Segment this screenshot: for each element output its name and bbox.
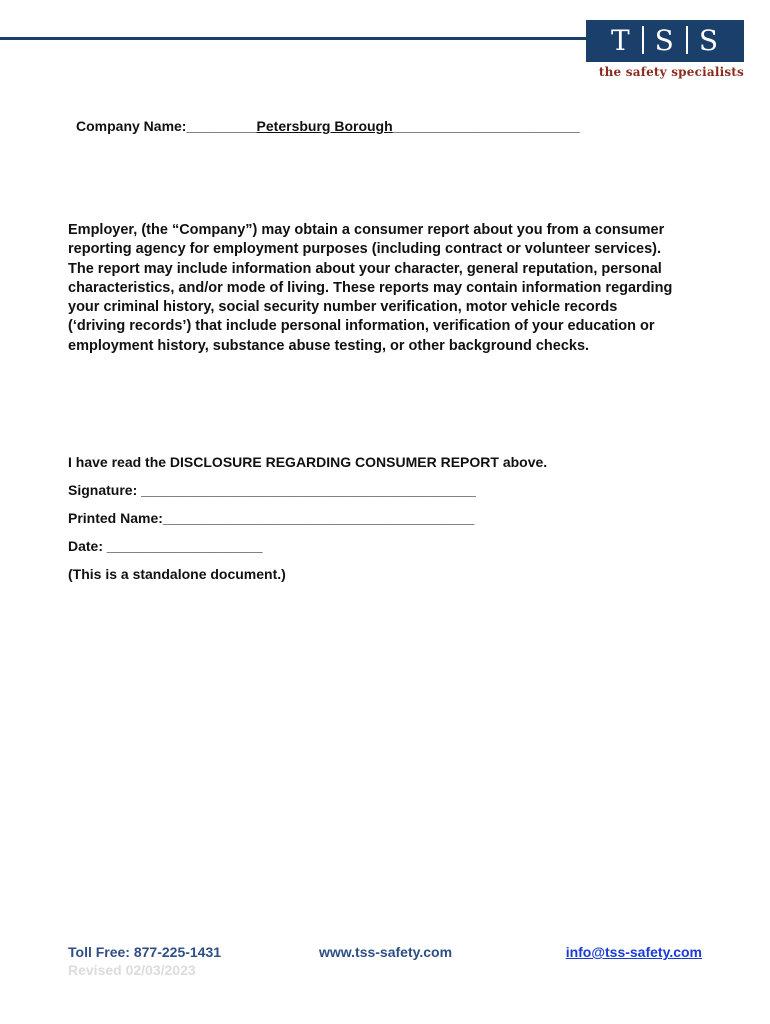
company-name-label: Company Name:_________ [76, 118, 257, 134]
website-text: www.tss-safety.com [319, 944, 453, 960]
logo-tagline: the safety specialists [598, 65, 744, 79]
logo-letter-3: S [698, 24, 720, 57]
email-link[interactable]: info@tss-safety.com [565, 944, 702, 960]
logo-box [586, 20, 744, 62]
revised-date: Revised 02/03/2023 [68, 962, 196, 978]
logo-divider [642, 26, 644, 54]
company-name-trailing: ________________________ [392, 118, 580, 134]
tss-logo [586, 20, 744, 80]
printed-name-field[interactable]: Printed Name:________________________________________ [68, 510, 475, 526]
logo-letter-2: S [654, 24, 675, 57]
disclosure-paragraph: Employer, (the “Company”) may obtain a consumer report about you from a consumer reporting agency for employment purposes (including contract or volunteer services). The report may include information about your character, general reputation, personal characteristics, and/or mode of living. These reports may contain information regarding your criminal history, social security number verification, motor vehicle records (‘driving records’) that include personal information, verification of your education or employment history, substance abuse testing, or other background checks. [68, 222, 673, 354]
header-rule [0, 37, 590, 40]
company-name-value: Petersburg Borough [256, 118, 393, 134]
footer [68, 944, 708, 984]
date-field[interactable]: Date: ____________________ [68, 538, 263, 554]
standalone-note: (This is a standalone document.) [68, 566, 286, 582]
logo-divider [686, 26, 688, 54]
acknowledgement-statement: I have read the DISCLOSURE REGARDING CONSUMER REPORT above. [68, 454, 548, 470]
signature-field[interactable]: Signature: ___________________________________________ [68, 482, 476, 498]
toll-free-number: Toll Free: 877-225-1431 [68, 944, 222, 960]
logo-letter-1: T [610, 24, 631, 57]
acknowledgement-block [68, 453, 708, 593]
company-name-line [76, 118, 580, 134]
